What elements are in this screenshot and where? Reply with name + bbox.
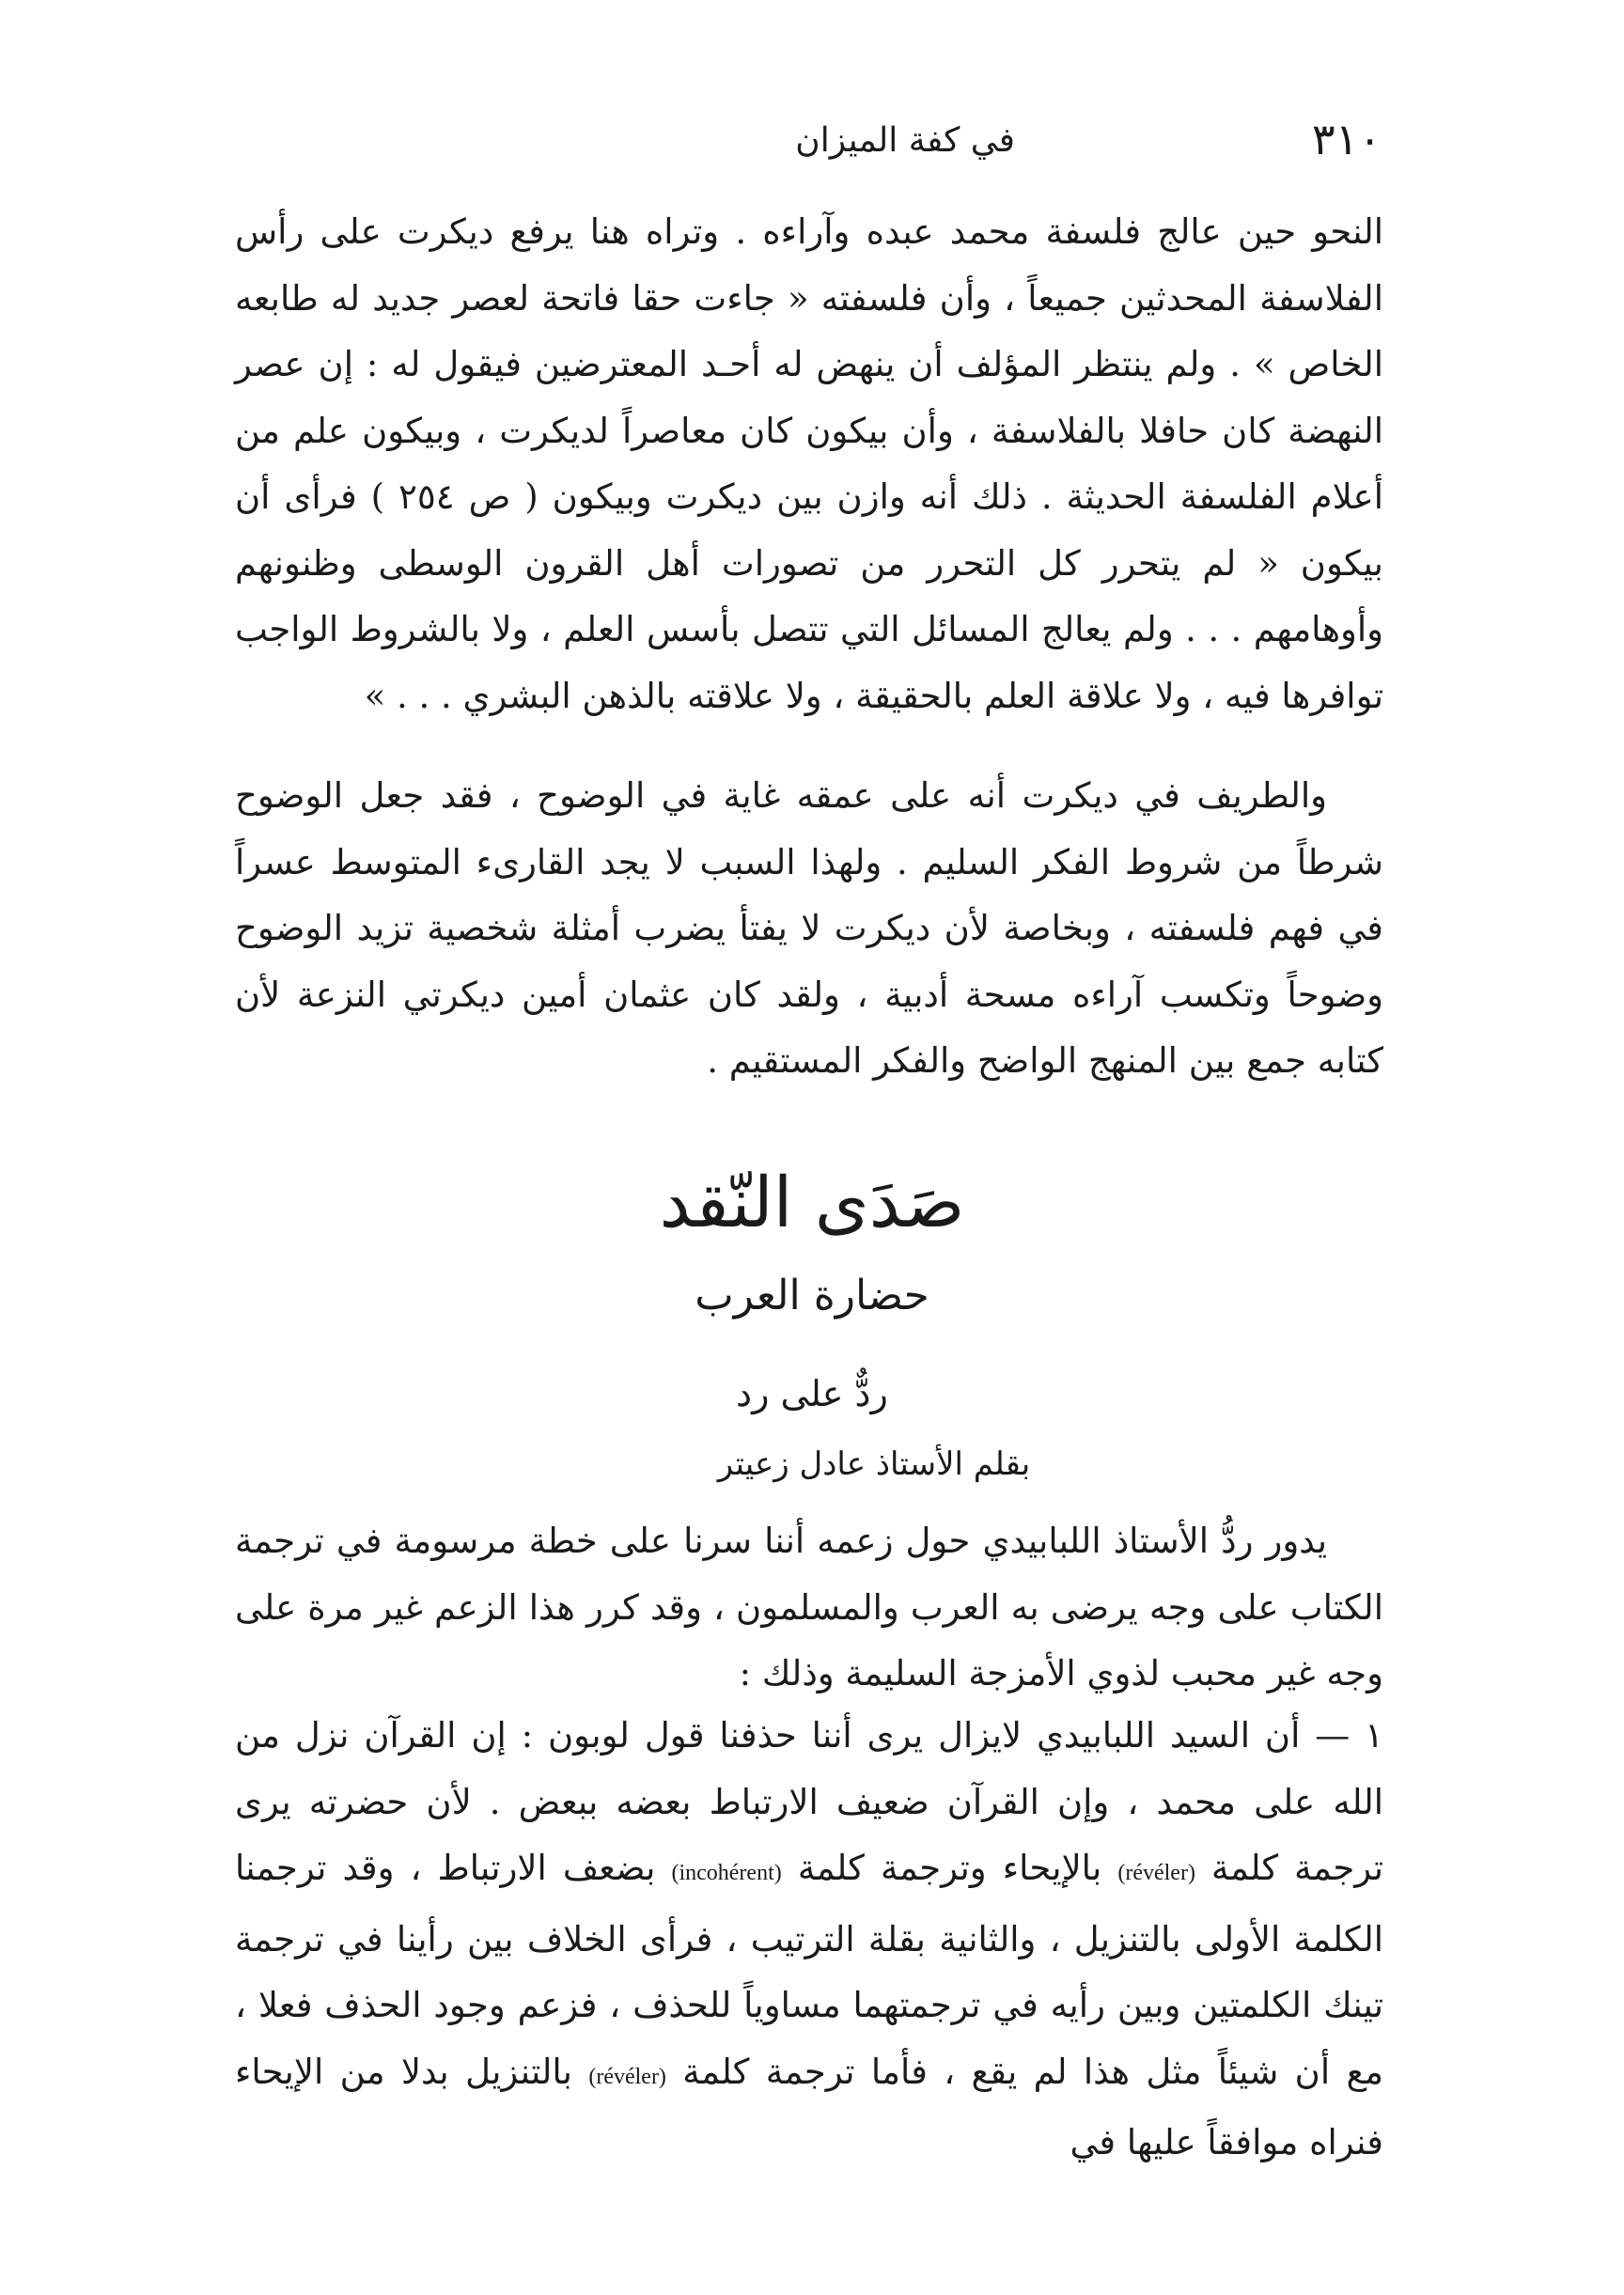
running-title: في كفة الميزان (795, 121, 1015, 160)
paragraph-text: يدور ردُّ الأستاذ اللبابيدي حول زعمه أننا سرنا على خطة مرسومة في ترجمة الكتاب على وجه يرضى به العرب والمسلمون ، وقد كرر هذا الزعم غير مرة على وجه غير محبب لذوي الأمزجة السليمة وذلك : (235, 1521, 1383, 1694)
author-byline: بقلم الأستاذ عادل زعيتر (717, 1445, 1031, 1483)
foreign-term: (révéler) (588, 2064, 666, 2089)
section-title: صَدَى النّقد (659, 1163, 965, 1243)
paragraph-text (235, 1703, 1383, 2177)
paragraph-text: والطريف في ديكرت أنه على عمقه غاية في الوضوح ، فقد جعل الوضوح شرطاً من شروط الفكر السليم . ولهذا السبب لا يجد القارىء المتوسط عسراً في فهم فلسفته ، وبخاصة لأن ديكرت لا يفتأ يضرب أمثلة شخصية تزيد الوضوح وضوحاً وتكسب آراءه مسحة أدبية ، ولقد كان عثمان أمين ديكرتي النزعة لأن كتابه جمع بين المنهج الواضح والفكر المستقيم . (235, 775, 1383, 1081)
article-title: حضارة العرب (695, 1272, 929, 1319)
paragraph-text: النحو حين عالج فلسفة محمد عبده وآراءه . وتراه هنا يرفع ديكرت على رأس الفلاسفة المحدثين جميعاً ، وأن فلسفته « جاءت حقا فاتحة لعصر جديد له طابعه الخاص » . ولم ينتظر المؤلف أن ينهض له أحـد المعترضين فيقول له : إن عصر النهضة كان حافلا بالفلاسفة ، وأن بيكون كان معاصراً لديكرت ، وبيكون علم من أعلام الفلسفة الحديثة . ذلك أنه وازن بين ديكرت وبيكون ( ص ٢٥٤ ) فرأى أن بيكون « لم يتحرر كل التحرر من تصورات أهل القرون الوسطى وظنونهم وأوهامهم . . . ولم يعالج المسائل التي تتصل بأسس العلم ، ولا بالشروط الواجب توافرها فيه ، ولا علاقة العلم بالحقيقة ، ولا علاقته بالذهن البشري . . . » (235, 211, 1384, 716)
foreign-term: (incohérent) (671, 1861, 782, 1885)
text-run: ١ — أن السيد اللبابيدي لايزال يرى أننا حذفنا قول لوبون : إن القرآن نزل من الله على محمد ، وإن القرآن ضعيف الارتباط بعضه ببعض . لأن حضرته يرى ترجمة كلمة (235, 1715, 1383, 1888)
text-run: بالتنزيل بدلا من الإيحاء فنراه موافقاً عليها في (235, 2051, 1383, 2162)
article-paragraph-2 (235, 1703, 1383, 2177)
body-paragraph-2 (235, 763, 1383, 1095)
article-paragraph-1 (235, 1508, 1383, 1708)
page-number: ٣١٠ (1311, 114, 1382, 164)
page-header (235, 111, 1382, 177)
text-run: بالإيحاء وترجمة كلمة (797, 1848, 1102, 1888)
article-subtitle: ردٌّ على رد (736, 1373, 888, 1414)
foreign-term: (révéler) (1117, 1861, 1195, 1885)
text-run: بضعف الارتباط ، وقد ترجمنا الكلمة الأولى بالتنزيل ، والثانية بقلة الترتيب ، فرأى الخلاف بين رأينا في ترجمة تينك الكلمتين وبين رأيه في ترجمتهما مساوياً للحذف ، فزعم وجود الحذف فعلا ، مع أن شيئاً مثل هذا لم يقع ، فأما ترجمة كلمة (235, 1848, 1383, 2092)
body-paragraph-1 (235, 199, 1383, 729)
